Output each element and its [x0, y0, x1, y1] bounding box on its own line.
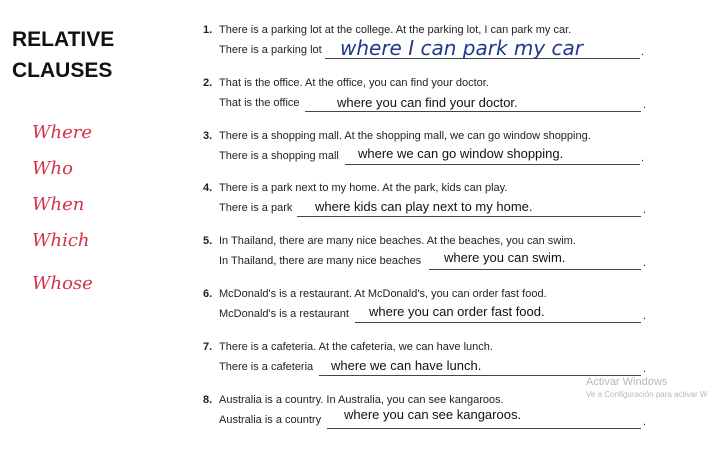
exercise-7-prefix: There is a cafeteria	[219, 361, 314, 373]
exercise-1-prefix: There is a parking lot	[219, 44, 322, 56]
title-line-1: RELATIVE	[12, 28, 115, 51]
pronoun-when: When	[32, 194, 85, 215]
exercise-3-answer[interactable]: where we can go window shopping.	[358, 146, 564, 161]
pronoun-who: Who	[32, 158, 73, 179]
exercise-3-prefix: There is a shopping mall	[219, 150, 339, 162]
exercise-8-number: 8.	[203, 394, 213, 406]
exercise-4-number: 4.	[203, 182, 213, 194]
exercise-6-answer-line	[355, 322, 641, 323]
exercise-5-sentence: 5. In Thailand, there are many nice beaches. At the beaches, you can swim.	[203, 235, 576, 247]
exercise-6-sentence: 6. McDonald's is a restaurant. At McDonald's, you can order fast food.	[203, 288, 547, 300]
exercise-7-number: 7.	[203, 341, 213, 353]
exercise-7-sentence: 7. There is a cafeteria. At the cafeteria, we can have lunch.	[203, 341, 493, 353]
exercise-3-sentence: 3. There is a shopping mall. At the shopping mall, we can go window shopping.	[203, 130, 591, 142]
exercise-5-answer-line	[429, 269, 641, 270]
exercise-1-number: 1.	[203, 24, 213, 36]
exercise-4-prefix: There is a park	[219, 202, 293, 214]
exercise-2-prefix: That is the office	[219, 97, 300, 109]
pronoun-where: Where	[32, 122, 93, 143]
exercise-3-number: 3.	[203, 130, 213, 142]
activation-watermark	[586, 376, 707, 399]
worksheet-title	[12, 24, 114, 86]
exercise-1-answer[interactable]: where I can park my car	[340, 36, 584, 60]
exercise-5-answer[interactable]: where you can swim.	[444, 250, 566, 265]
exercise-8-answer[interactable]: where you can see kangaroos.	[344, 407, 522, 422]
exercise-7-answer[interactable]: where we can have lunch.	[331, 358, 482, 373]
exercise-5-prefix: In Thailand, there are many nice beaches	[219, 255, 422, 267]
exercise-8-answer-line	[327, 428, 641, 429]
exercise-4-answer[interactable]: where kids can play next to my home.	[315, 199, 533, 214]
watermark-subtitle: Ve a Configuración para activar W	[586, 390, 708, 399]
exercise-8-sentence: 8. Australia is a country. In Australia, you can see kangaroos.	[203, 394, 504, 406]
exercise-6-answer[interactable]: where you can order fast food.	[369, 304, 545, 319]
watermark-title: Activar Windows	[586, 376, 668, 388]
exercise-2-answer[interactable]: where you can find your doctor.	[337, 95, 518, 110]
exercise-8-prefix: Australia is a country	[219, 414, 322, 426]
exercise-4-answer-line	[297, 216, 641, 217]
exercise-6-prefix: McDonald's is a restaurant	[219, 308, 349, 320]
exercise-5-number: 5.	[203, 235, 213, 247]
exercise-4-sentence: 4. There is a park next to my home. At the park, kids can play.	[203, 182, 508, 194]
pronoun-which: Which	[32, 230, 90, 251]
title-line-2: CLAUSES	[12, 59, 113, 82]
exercise-6-number: 6.	[203, 288, 213, 300]
exercise-3-answer-line	[345, 164, 640, 165]
exercise-2-number: 2.	[203, 77, 213, 89]
exercise-2-answer-line	[305, 111, 641, 112]
exercise-2-sentence: 2. That is the office. At the office, you can find your doctor.	[203, 77, 489, 89]
exercise-1-sentence: 1. There is a parking lot at the college. At the parking lot, I can park my car.	[203, 24, 572, 36]
pronoun-whose: Whose	[32, 273, 93, 294]
